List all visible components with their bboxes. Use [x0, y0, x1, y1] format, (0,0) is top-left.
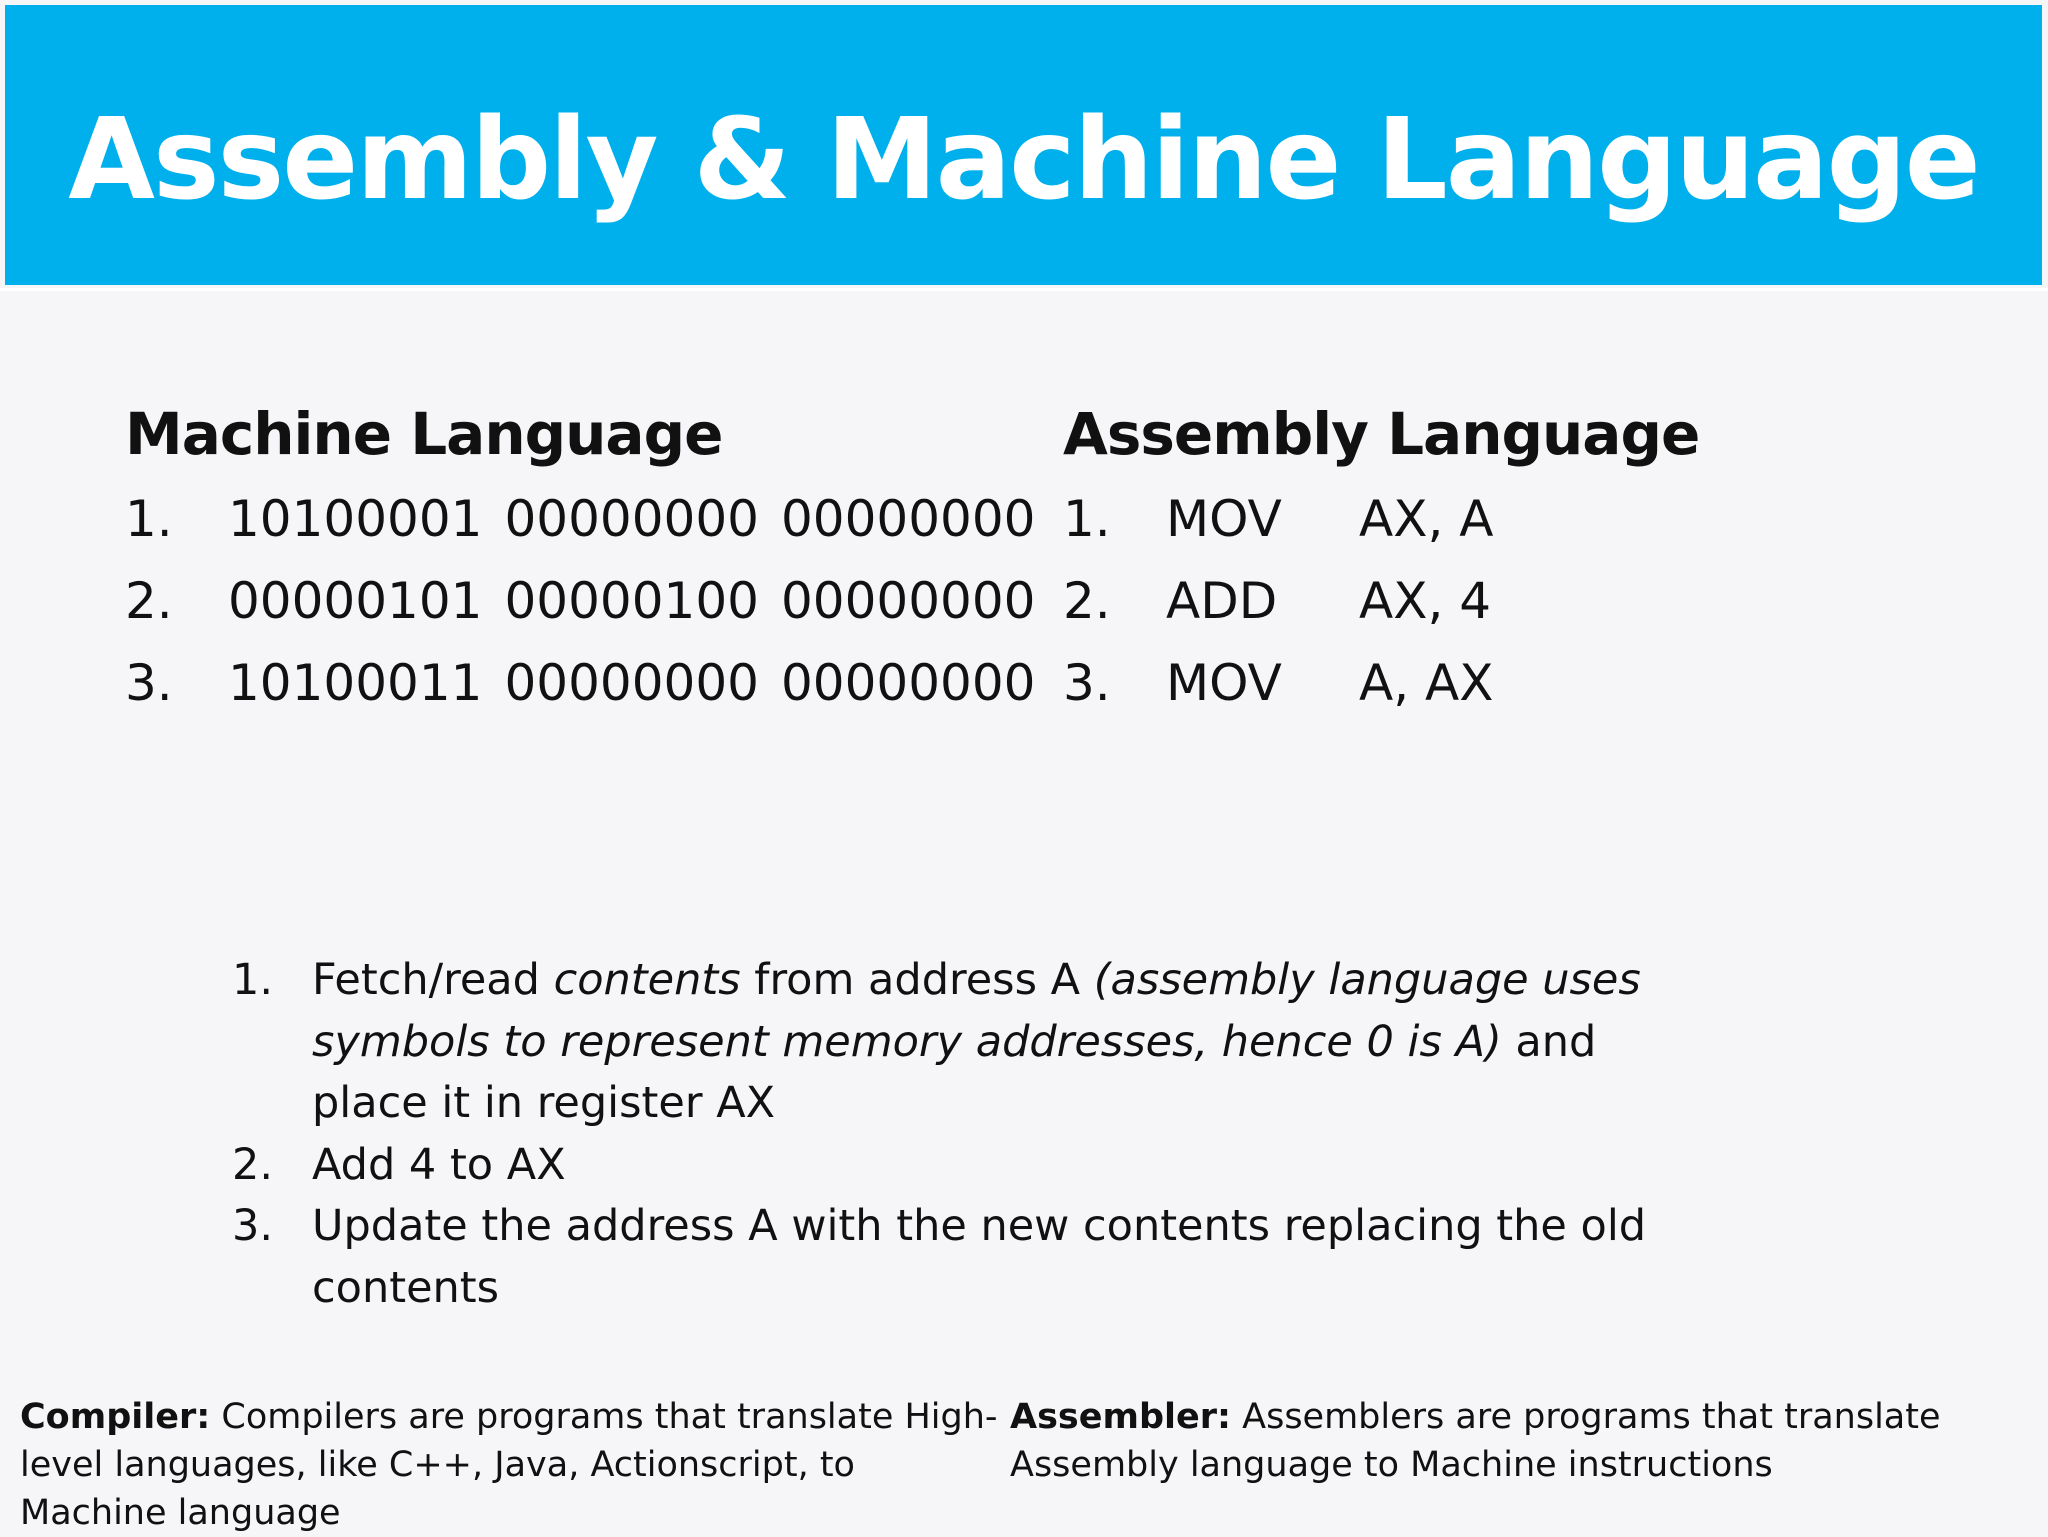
step-number: 1.	[232, 955, 274, 1005]
machine-byte: 00000000	[781, 653, 1036, 712]
assembly-operands: A, AX	[1359, 653, 1494, 712]
assembler-definition	[1010, 1393, 2035, 1489]
step-number: 2.	[232, 1139, 274, 1190]
machine-code-row	[125, 572, 1058, 654]
assembly-opcode: MOV	[1166, 653, 1282, 712]
assembly-code-row	[1063, 654, 1699, 736]
machine-byte: 00000000	[781, 571, 1036, 630]
machine-byte: 00000101	[228, 571, 483, 630]
step-number: 3.	[232, 1201, 274, 1251]
machine-byte: 00000000	[504, 653, 759, 712]
step-text-part: from address A	[740, 955, 1094, 1005]
explanation-step	[232, 1135, 1712, 1197]
step-text	[312, 950, 1712, 1135]
machine-code-row	[125, 654, 1058, 736]
assembler-term: Assembler:	[1010, 1397, 1232, 1437]
machine-byte: 10100011	[228, 653, 483, 712]
row-number: 1.	[125, 489, 173, 548]
assembly-opcode: MOV	[1166, 489, 1282, 548]
step-text: Update the address A with the new contents replacing the old contents	[312, 1201, 1647, 1313]
row-number: 1.	[1063, 489, 1111, 548]
assembly-language-column	[1063, 400, 1699, 736]
explanation-step	[232, 1196, 1712, 1319]
slide-title: Assembly & Machine Language	[68, 95, 1979, 225]
step-text-emphasis: contents	[553, 955, 741, 1005]
machine-byte: 00000100	[504, 571, 759, 630]
title-banner	[5, 5, 2042, 285]
assembler-description: Assemblers are programs that translate Assembly language to Machine instructions	[1010, 1397, 1941, 1485]
row-number: 3.	[1063, 653, 1111, 712]
machine-byte: 00000000	[781, 489, 1036, 548]
machine-language-heading: Machine Language	[125, 400, 723, 468]
row-number: 2.	[125, 571, 173, 630]
row-number: 3.	[125, 653, 173, 712]
machine-byte: 00000000	[504, 489, 759, 548]
banner-divider	[0, 288, 2048, 291]
row-number: 2.	[1063, 571, 1111, 630]
compiler-term: Compiler:	[20, 1397, 211, 1437]
assembly-code-row	[1063, 490, 1699, 572]
compiler-definition	[20, 1393, 1005, 1537]
explanation-steps	[232, 950, 1712, 1319]
machine-language-column	[125, 400, 1058, 736]
machine-code-row	[125, 490, 1058, 572]
compiler-description: Compilers are programs that translate High-level languages, like C++, Java, Actionscript, to Machine language	[20, 1397, 998, 1533]
assembly-operands: AX, A	[1359, 489, 1494, 548]
assembly-opcode: ADD	[1166, 571, 1278, 630]
machine-byte: 10100001	[228, 489, 483, 548]
explanation-step	[232, 950, 1712, 1135]
assembly-code-row	[1063, 572, 1699, 654]
step-text-emphasis: (assembly language uses symbols to represent memory addresses, hence 0 is A)	[312, 955, 1641, 1067]
step-text-part: and place it in register AX	[312, 1016, 1597, 1128]
assembly-operands: AX, 4	[1359, 571, 1492, 630]
step-text-part: Fetch/read	[312, 955, 554, 1005]
step-text: Add 4 to AX	[312, 1139, 566, 1190]
assembly-language-heading: Assembly Language	[1063, 400, 1700, 468]
